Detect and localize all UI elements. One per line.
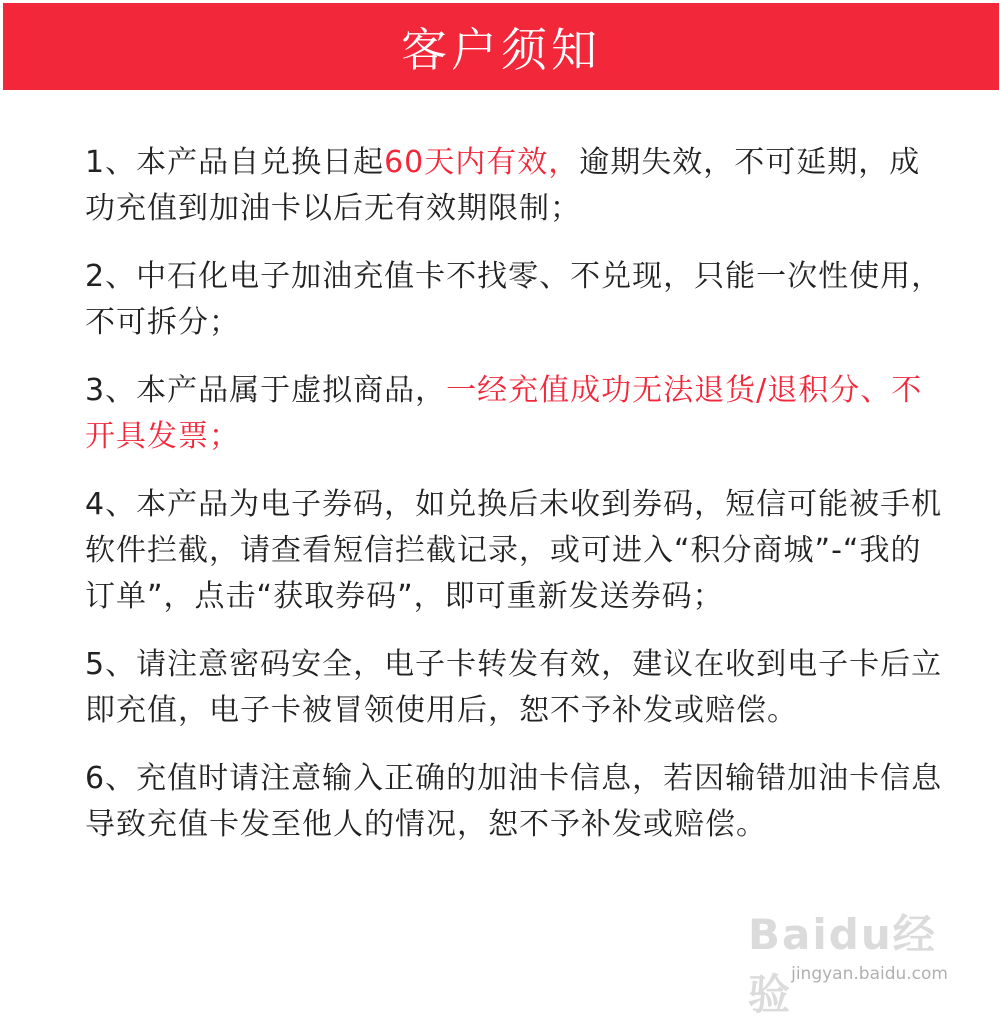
watermark-url: jingyan.baidu.com xyxy=(791,964,948,984)
baidu-watermark xyxy=(748,894,948,1019)
notice-item-text: 6、充值时请注意输入正确的加油卡信息，若因输错加油卡信息导致充值卡发至他人的情况，恕不予补发或赔偿。 xyxy=(85,761,943,842)
notice-item-text: 1、本产品自兑换日起 xyxy=(85,145,385,180)
notice-list xyxy=(85,140,945,870)
page-title: 客户须知 xyxy=(401,22,601,77)
notice-item-3 xyxy=(85,368,945,460)
notice-item-4 xyxy=(85,482,945,620)
notice-header xyxy=(3,3,999,90)
watermark-logo: Baidu经验 xyxy=(748,910,937,1019)
notice-item-2 xyxy=(85,254,945,346)
notice-item-highlight: 一经充值成功无法退货/退积分、不开具发票； xyxy=(85,373,923,454)
notice-item-text: 2、中石化电子加油充值卡不找零、不兑现，只能一次性使用，不可拆分； xyxy=(85,259,943,340)
notice-item-text: 4、本产品为电子券码，如兑换后未收到券码，短信可能被手机软件拦截，请查看短信拦截记录，或可进入“积分商城”-“我的订单”，点击“获取券码”，即可重新发送券码； xyxy=(85,487,943,614)
notice-item-text: 逾期失效，不可延期，成功充值到加油卡以后无有效期限制； xyxy=(85,145,921,226)
notice-item-highlight: 60天内有效， xyxy=(384,145,580,180)
notice-item-5 xyxy=(85,642,945,734)
notice-item-text: 5、请注意密码安全，电子卡转发有效，建议在收到电子卡后立即充值，电子卡被冒领使用后，恕不予补发或赔偿。 xyxy=(85,647,943,728)
notice-item-text: 3、本产品属于虚拟商品， xyxy=(85,373,447,408)
notice-item-1 xyxy=(85,140,945,232)
notice-item-6 xyxy=(85,756,945,848)
